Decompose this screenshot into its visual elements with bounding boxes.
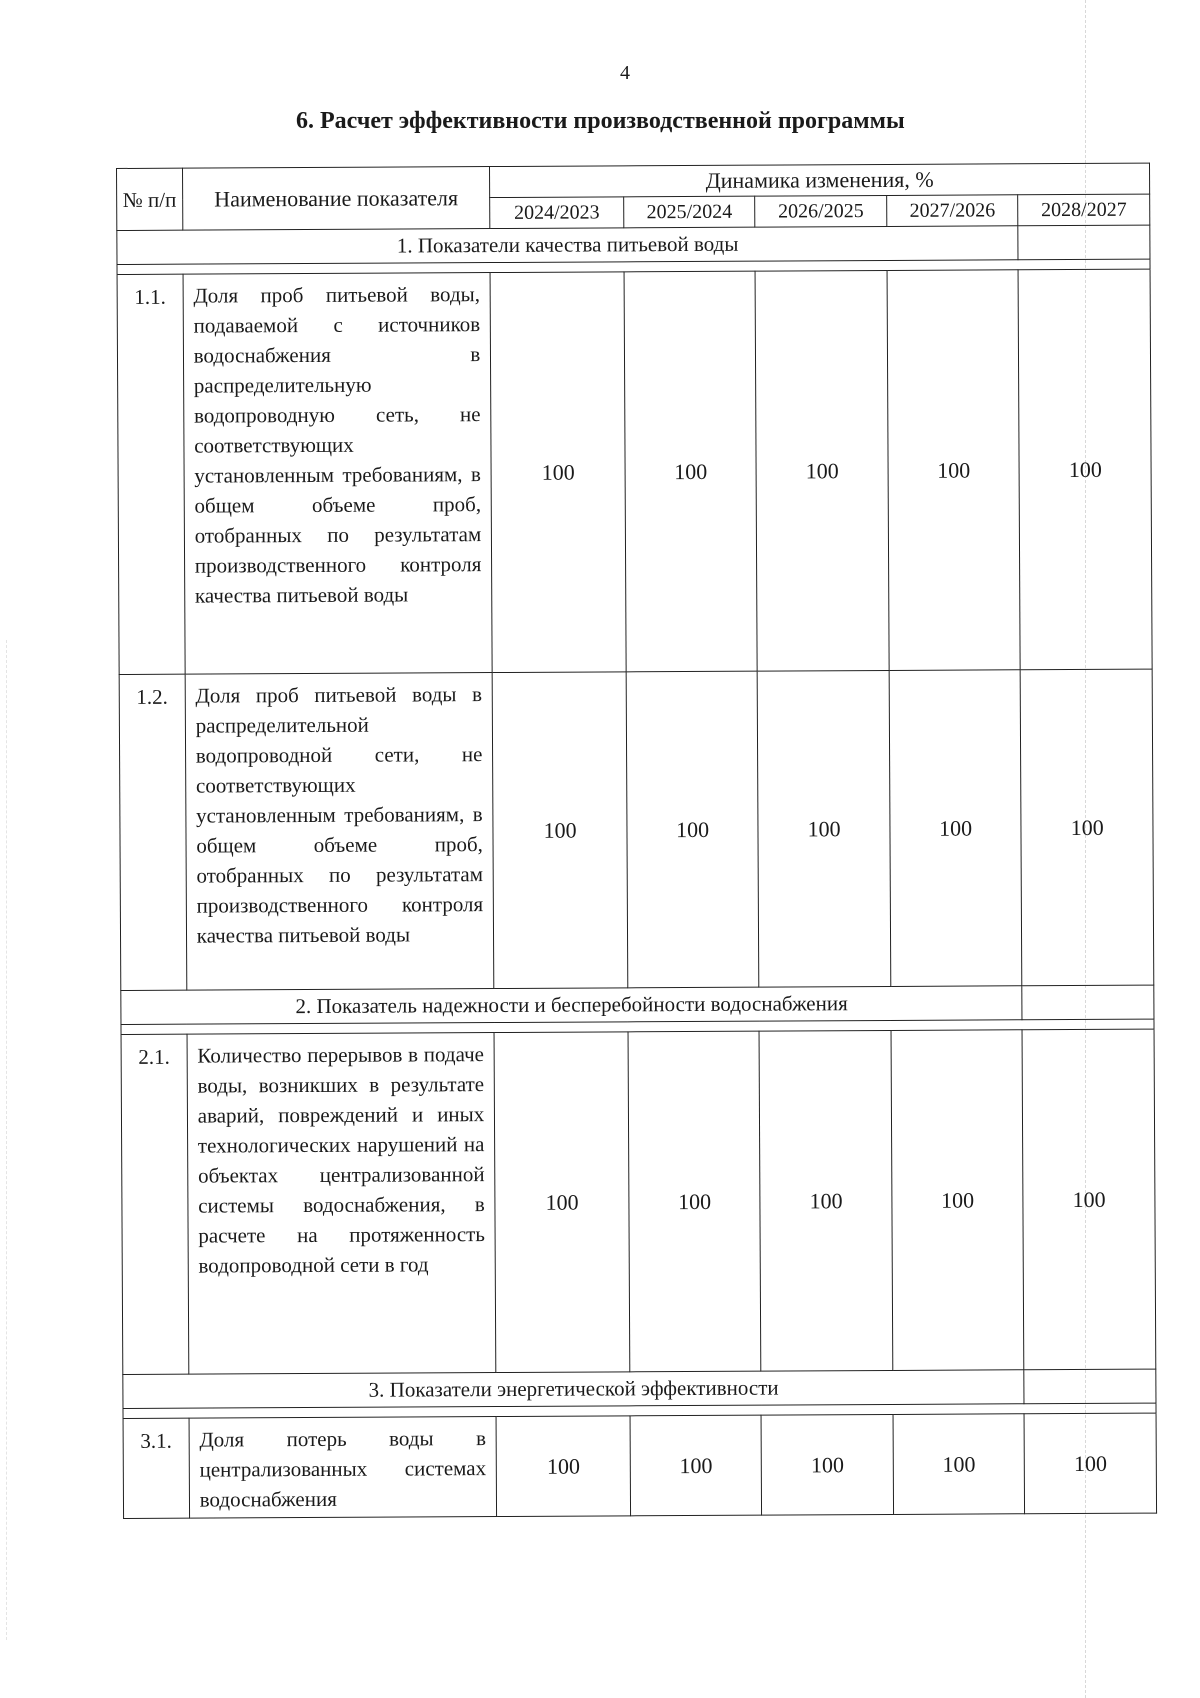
- efficiency-table: [116, 163, 1157, 1519]
- table-row: [117, 269, 1152, 674]
- section-title: 3. Показатели энергетической эффективности: [123, 1370, 1025, 1409]
- section-row: [123, 1369, 1156, 1408]
- empty-cell: [1024, 1369, 1156, 1404]
- row-value: 100: [1022, 1029, 1155, 1370]
- scan-margin-line-left: [6, 640, 7, 1640]
- row-value: 100: [626, 671, 759, 988]
- row-value: 100: [761, 1414, 893, 1515]
- empty-cell: [1018, 225, 1150, 260]
- header-year: 2024/2023: [490, 197, 624, 229]
- row-value: 100: [1018, 269, 1152, 670]
- row-value: 100: [492, 672, 627, 989]
- page-number: 4: [620, 62, 630, 84]
- row-value: 100: [1024, 1413, 1156, 1514]
- table-row: [121, 1029, 1156, 1374]
- row-name: Количество перерывов в подаче воды, возникших в результате аварий, повреждений и иных технологических нарушений на объектах централизованной системы водоснабжения, в расчете на протяженность водопроводной сети в год: [187, 1033, 496, 1375]
- row-value: 100: [1021, 669, 1154, 986]
- row-value: 100: [496, 1416, 630, 1517]
- row-num: 3.1.: [123, 1418, 189, 1518]
- row-value: 100: [490, 272, 626, 673]
- row-value: 100: [494, 1032, 629, 1373]
- row-num: 1.1.: [117, 274, 185, 674]
- row-name: Доля потерь воды в централизованных системах водоснабжения: [189, 1417, 497, 1519]
- row-name: Доля проб питьевой воды в распределительной водопроводной сети, не соответствующих установленным требованиям, в общем объеме проб, отобранных по результатам производственного контроля качества питьевой воды: [185, 673, 494, 991]
- page-title: 6. Расчет эффективности производственной программы: [296, 108, 905, 134]
- header-num: № п/п: [117, 168, 183, 230]
- row-value: 100: [889, 670, 1022, 987]
- header-year: 2026/2025: [755, 195, 887, 227]
- table-row: [123, 1413, 1157, 1518]
- header-dynamics: Динамика изменения, %: [490, 163, 1150, 197]
- header-year: 2028/2027: [1018, 194, 1150, 226]
- row-num: 1.2.: [119, 674, 186, 990]
- header-year: 2027/2026: [887, 195, 1019, 227]
- header-year: 2025/2024: [624, 196, 756, 228]
- empty-cell: [1022, 985, 1154, 1020]
- row-value: 100: [624, 271, 758, 672]
- row-num: 2.1.: [121, 1034, 189, 1374]
- section-title: 2. Показатель надежности и бесперебойности водоснабжения: [121, 986, 1023, 1025]
- row-value: 100: [630, 1415, 762, 1516]
- row-value: 100: [628, 1031, 761, 1372]
- row-value: 100: [755, 270, 889, 671]
- header-name: Наименование показателя: [182, 167, 490, 231]
- row-value: 100: [887, 270, 1021, 671]
- row-value: 100: [893, 1414, 1025, 1515]
- section-row: [117, 225, 1150, 264]
- row-value: 100: [759, 1030, 892, 1371]
- row-value: 100: [758, 670, 891, 987]
- row-name: Доля проб питьевой воды, подаваемой с источников водоснабжения в распределительную водопроводную сеть, не соответствующих установленным требованиям, в общем объеме проб, отобранных по результатам производственного контроля качества питьевой воды: [183, 273, 493, 675]
- section-row: [121, 985, 1154, 1024]
- row-value: 100: [891, 1030, 1024, 1371]
- table-row: [119, 669, 1154, 990]
- section-title: 1. Показатели качества питьевой воды: [117, 226, 1019, 265]
